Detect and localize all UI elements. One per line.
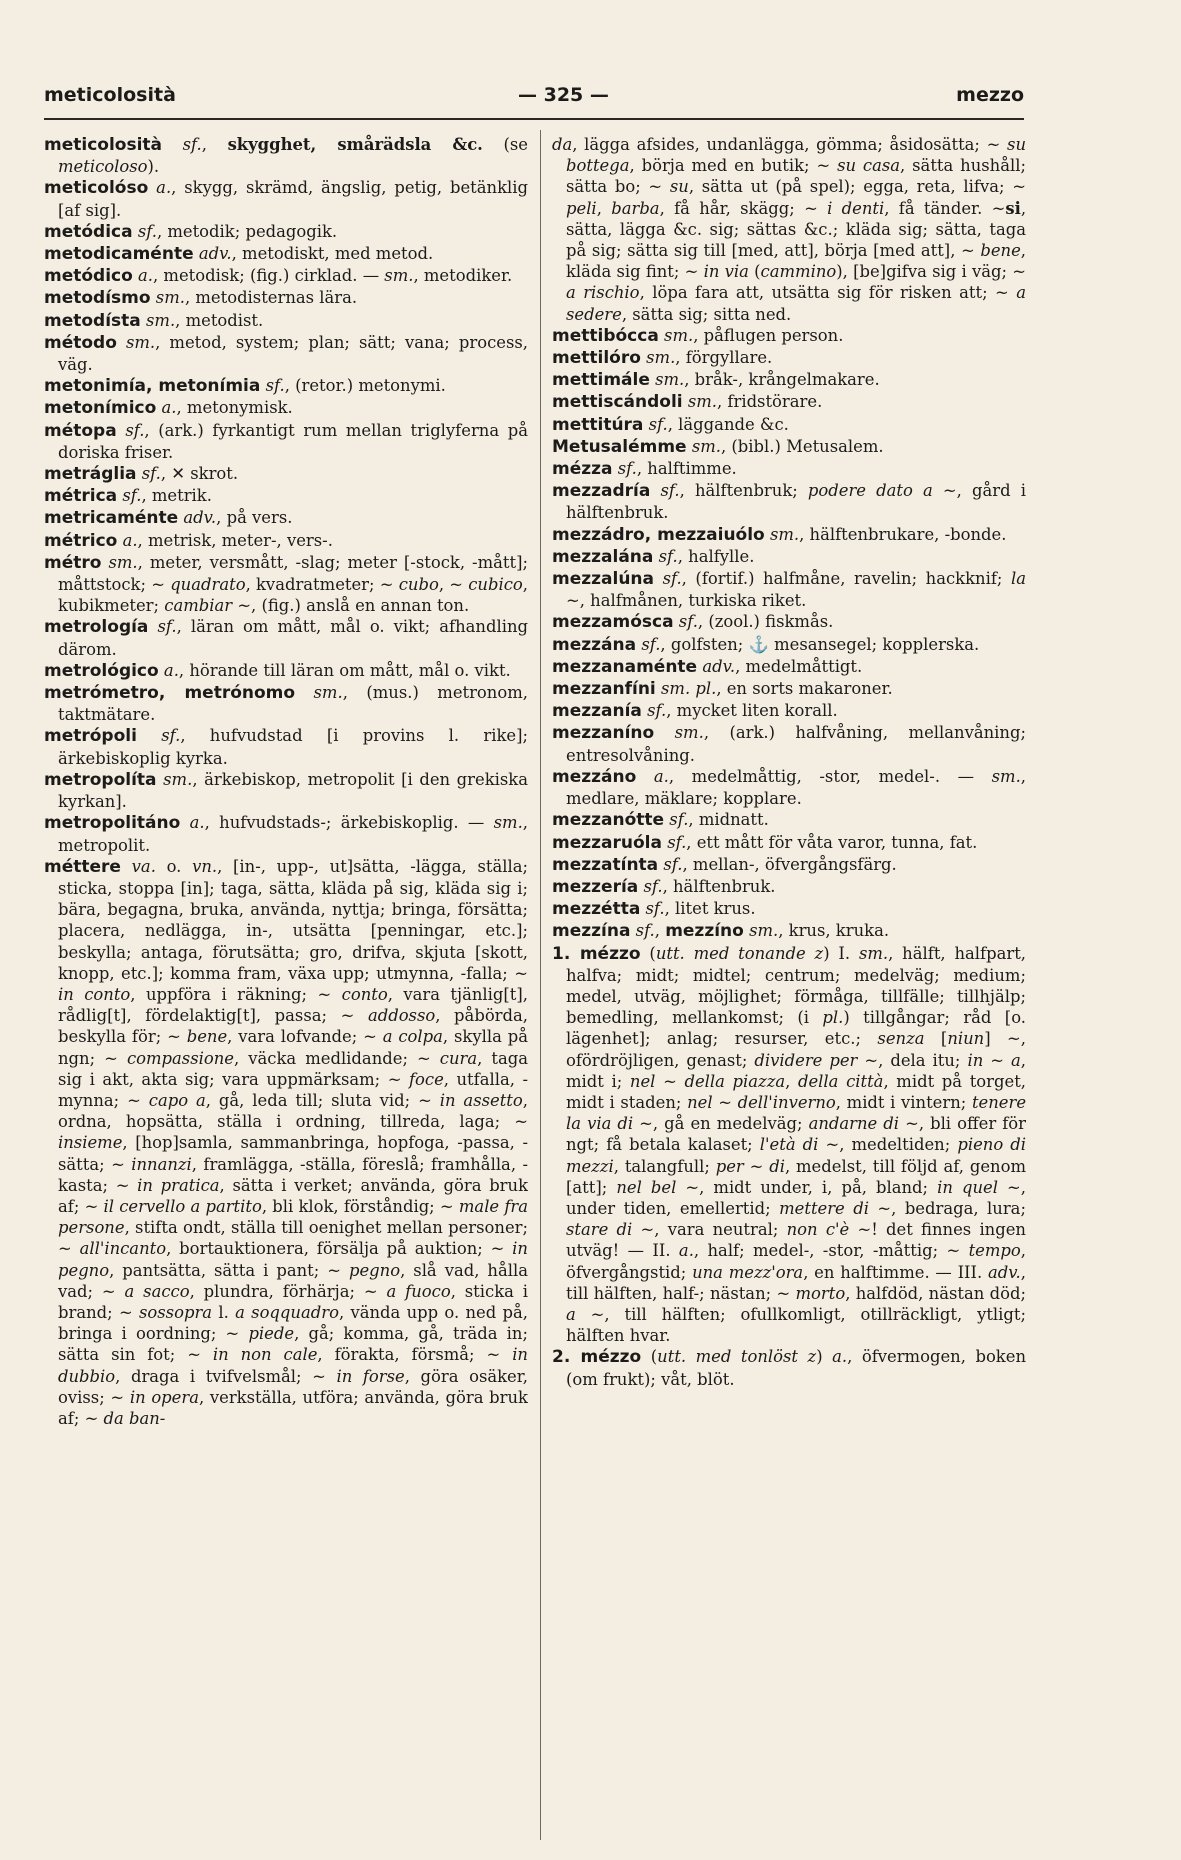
definition: sm., ärkebiskop, metropolit [i den grekiska kyrkan]. (58, 769, 528, 812)
dictionary-entry (552, 700, 1026, 722)
definition: sf., golfsten; ⚓ mesansegel; kopplerska. (641, 634, 980, 654)
dictionary-entry (44, 243, 528, 265)
page-header (44, 80, 1024, 110)
definition: sf., mycket liten korall. (647, 701, 838, 721)
header-rule (44, 118, 1024, 120)
headword: metodicaménte (44, 244, 194, 265)
definition: sf., (retor.) metonymi. (265, 376, 446, 396)
running-head-right: mezzo (956, 84, 1024, 106)
headword: mezzaruóla (552, 832, 662, 853)
definition: a., metrisk, meter-, vers-. (122, 530, 333, 550)
definition: sf., läran om mått, mål o. vikt; afhandling därom. (58, 617, 528, 659)
dictionary-entry (44, 397, 528, 419)
definition: (utt. med tonande z) I. sm., hälft, halfpart, halfva; midt; midtel; centrum; medelväg; medium; medel, utväg, möjlighet; förmåga, tillfälle; tillhjälp; bemedling, mellankomst; (i pl.) tillgångar; råd [o. lägenhet]; anlag; resurser, etc.; senza [niun] ~, ofördröjligen, genast; dividere per ~, dela itu; in ~ a, midt i; nel ~ della piazza, della città, midt på torget, midt i staden; nel ~ dell'inverno, midt i vintern; tenere la via di ~, gå en medelväg; andarne di ~, bli offer för ngt; få betala kalaset; l'età di ~, medeltiden; pieno di mezzi, talangfull; per ~ di, medelst, till följd af, genom [att]; nel bel ~, midt under, i, på, bland; in quel ~, under tiden, emellertid; mettere di ~, bedraga, lura; stare di ~, vara neutral; non c'è ~! det finnes ingen utväg! — II. a., half; medel-, -stor, -måttig; ~ tempo, öfvergångstid; una mezz'ora, en halftimme. — III. adv., till hälften, half-; nästan; ~ morto, halfdöd, nästan död; a ~, till hälften; ofullkomligt, otillräckligt, ytligt; hälften hvar. (566, 943, 1026, 1346)
definition: sf., hufvudstad [i provins l. rike]; ärkebiskoplig kyrka. (58, 726, 528, 768)
headword: mezzamósca (552, 612, 674, 633)
headword: metrología (44, 617, 149, 638)
headword: mezzatínta (552, 854, 659, 875)
headword: mezzanía (552, 701, 642, 722)
dictionary-entry (44, 177, 528, 220)
headword: mezzanaménte (552, 656, 698, 677)
dictionary-entry (552, 436, 1026, 458)
headword: mettibócca (552, 325, 659, 346)
definition: sf., litet krus. (645, 899, 756, 919)
definition: sf., metodik; pedagogik. (137, 221, 338, 241)
running-head-left: meticolosità (44, 84, 176, 106)
definition: sf., ett mått för våta varor, tunna, fat. (667, 832, 978, 852)
dictionary-entry (44, 332, 528, 375)
headword: metódica (44, 221, 133, 242)
headword: metonímico (44, 398, 157, 419)
definition: a., metodisk; (fig.) cirklad. — sm., metodiker. (138, 266, 513, 286)
headword: méttere (44, 856, 121, 877)
definition: sm., metod, system; plan; sätt; vana; process, väg. (58, 332, 528, 375)
definition: sm. pl., en sorts makaroner. (660, 679, 893, 699)
headword: métro (44, 552, 102, 573)
column-divider (540, 130, 541, 1840)
headword: mettilóro (552, 348, 641, 369)
headword: 1. mézzo (552, 943, 641, 964)
definition: sm., påflugen person. (664, 325, 844, 345)
headword: metonimía, metonímia (44, 376, 261, 397)
definition: sf., midnatt. (669, 810, 769, 830)
definition: da, lägga afsides, undanlägga, gömma; åsidosätta; ~ su bottega, börja med en butik; ~ su casa, sätta hushåll; sätta bo; ~ su, sätta ut (på spel); egga, reta, lifva; ~ peli, barba, få hår, skägg; ~ i denti, få tänder. ~si, sätta, lägga &c. sig; sättas &c.; kläda sig; sätta, taga på sig; sätta sig till [med, att], börja [med att], ~ bene, kläda sig fint; ~ in via (cammino), [be]gifva sig i väg; ~ a rischio, löpa fara att, utsätta sig för risken att; ~ a sedere, sätta sig; sitta ned. (552, 135, 1026, 324)
headword: mezzáno (552, 766, 637, 787)
definition: sm., fridstörare. (687, 392, 823, 412)
dictionary-entry (552, 656, 1026, 678)
definition: sm., hälftenbrukare, -bonde. (769, 524, 1007, 544)
headword: mettimále (552, 370, 650, 391)
dictionary-entry (552, 369, 1026, 391)
headword: mettitúra (552, 414, 644, 435)
definition: a., hufvudstads-; ärkebiskoplig. — sm., metropolit. (58, 813, 528, 855)
dictionary-entry (44, 485, 528, 507)
page-number: — 325 — (518, 84, 609, 106)
definition: sf., (ark.) fyrkantigt rum mellan triglyferna på doriska friser. (58, 420, 528, 462)
dictionary-entry (44, 725, 528, 768)
headword: metodísmo (44, 288, 151, 309)
definition: a., medelmåttig, -stor, medel-. — sm., medlare, mäklare; kopplare. (566, 766, 1026, 809)
headword: mezzána (552, 634, 637, 655)
headword: mezzétta (552, 899, 641, 920)
dictionary-entry (552, 832, 1026, 854)
definition: sf., hälftenbruk. (643, 876, 776, 896)
definition: sm., metodist. (145, 310, 264, 330)
definition: a., hörande till läran om mått, mål o. vikt. (163, 660, 511, 680)
dictionary-entry (552, 809, 1026, 831)
definition: sm., (ark.) halfvåning, mellanvåning; entresolvåning. (566, 723, 1026, 765)
dictionary-entry (552, 634, 1026, 656)
dictionary-entry (552, 325, 1026, 347)
definition: sm., förgyllare. (646, 348, 773, 368)
definition: sm., (mus.) metronom, taktmätare. (58, 683, 528, 725)
dictionary-entry (44, 375, 528, 397)
headword: mezzanótte (552, 810, 665, 831)
definition: sf., (fortif.) halfmåne, ravelin; hackknif; la ~, halfmånen, turkiska riket. (566, 569, 1026, 611)
headword: métodо (44, 332, 117, 353)
headword: mezzanfíni (552, 679, 656, 700)
headword: mezzalána (552, 546, 654, 567)
headword: mézza (552, 459, 613, 480)
headword: metrómetro, metrónomo (44, 683, 296, 704)
definition: (utt. med tonlöst z) a., öfvermogen, boken (om frukt); våt, blöt. (566, 1347, 1026, 1389)
definition: sf., ✕ skrot. (141, 464, 239, 484)
definition: va. o. vn., [in-, upp-, ut]sätta, -lägga, ställa; sticka, stoppa [in]; taga, sätta, kläda på sig, kläda sig i; bära, begagna, bruka, använda, nyttja; bringa, försätta; placera, nedlägga, in-, utsätta [penningar, etc.]; beskylla; antaga, förutsätta; gro, drifva, skjuta [skott, knopp, etc.]; komma fram, växa upp; utmynna, -falla; ~ in conto, uppföra i räkning; ~ conto, vara tjänlig[t], rådlig[t], fördelaktig[t], passa; ~ addosso, påbörda, beskylla för; ~ bene, vara lofvande; ~ a colpa, skylla på ngn; ~ compassione, väcka medlidande; ~ cura, taga sig i akt, akta sig; vara uppmärksam; ~ foce, utfalla, -mynna; ~ capo a, gå, leda till; sluta vid; ~ in assetto, ordna, hopsätta, ställa i ordning, tillreda, laga; ~ insieme, [hop]samla, sammanbringa, hopfoga, -passa, -sätta; ~ innanzi, framlägga, -ställa, föreslå; framhålla, -kasta; ~ in pratica, sätta i verket; använda, göra bruk af; ~ il cervello a partito, bli klok, förståndig; ~ male fra persone, stifta ondt, ställa till oenighet mellan personer; ~ all'incanto, bortauktionera, försälja på auktion; ~ in pegno, pantsätta, sätta i pant; ~ pegno, slå vad, hålla vad; ~ a sacco, plundra, förhärja; ~ a fuoco, sticka i brand; ~ sossopra l. a soqquadro, vända upp o. ned på, bringa i oordning; ~ piede, gå; komma, gå, träda in; sätta sin fot; ~ in non cale, förakta, försmå; ~ in dubbio, draga i tvifvelsmål; ~ in forse, göra osäker, oviss; ~ in opera, verkställa, utföra; använda, göra bruk af; ~ da ban- (58, 856, 528, 1428)
headword: mezzína (552, 921, 631, 942)
headword: métopa (44, 420, 117, 441)
dictionary-entry (44, 287, 528, 309)
dictionary-entry (44, 856, 528, 1429)
dictionary-entry (552, 1346, 1026, 1389)
headword: metropolíta (44, 769, 157, 790)
definition: adv., medelmåttigt. (702, 656, 863, 676)
dictionary-entry (552, 347, 1026, 369)
dictionary-entry (552, 524, 1026, 546)
definition: sf., mezzíno sm., krus, kruka. (635, 921, 890, 942)
dictionary-entry (44, 812, 528, 855)
definition: sm., bråk-, krångelmakare. (655, 370, 880, 390)
dictionary-entry (44, 265, 528, 287)
definition: adv., på vers. (183, 508, 293, 528)
dictionary-entry (552, 920, 1026, 942)
dictionary-entry (44, 420, 528, 463)
dictionary-entry (552, 722, 1026, 765)
definition: sf., mellan-, öfvergångsfärg. (663, 854, 897, 874)
headword: 2. mézzo (552, 1347, 642, 1368)
dictionary-entry (552, 568, 1026, 611)
definition: a., skygg, skrämd, ängslig, petig, betänklig [af sig]. (58, 178, 528, 220)
headword: meticolóso (44, 178, 149, 199)
dictionary-entry (552, 678, 1026, 700)
definition: sm., (bibl.) Metusalem. (691, 436, 884, 456)
headword: métrico (44, 530, 118, 551)
dictionary-entry (552, 391, 1026, 413)
dictionary-entry (552, 766, 1026, 809)
definition: sm., meter, versmått, -slag; meter [-stock, -mått]; måttstock; ~ quadrato, kvadratmeter; ~ cubo, ~ cubico, kubikmeter; cambiar ~, (fig.) anslå en annan ton. (58, 552, 528, 616)
dictionary-entry (552, 898, 1026, 920)
dictionary-entry (552, 134, 1026, 325)
headword: metráglia (44, 464, 137, 485)
definition: sf., halfylle. (658, 546, 755, 566)
headword: mezzadría (552, 481, 651, 502)
dictionary-entry (44, 134, 528, 177)
definition: sf., metrik. (122, 486, 212, 506)
definition: sf., halftimme. (617, 459, 737, 479)
definition: sf., skygghet, smårädsla &c. (se meticoloso). (58, 135, 528, 177)
headword: meticolosità (44, 135, 163, 155)
headword: mezzería (552, 876, 639, 897)
dictionary-entry (552, 943, 1026, 1347)
dictionary-entry (552, 414, 1026, 436)
headword: metropolitáno (44, 813, 181, 834)
dictionary-entry (552, 546, 1026, 568)
dictionary-entry (44, 660, 528, 682)
definition: adv., metodiskt, med metod. (198, 244, 434, 264)
dictionary-entry (44, 463, 528, 485)
headword: mezzalúna (552, 569, 655, 590)
dictionary-entry (44, 310, 528, 332)
definition: sf., (zool.) fiskmås. (678, 612, 834, 632)
dictionary-entry (552, 458, 1026, 480)
definition: sf., hälftenbruk; podere dato a ~, gård i hälftenbruk. (566, 481, 1026, 523)
headword: mezzaníno (552, 723, 655, 744)
definition: sm., metodisternas lära. (155, 288, 358, 308)
dictionary-entry (44, 552, 528, 617)
dictionary-entry (44, 507, 528, 529)
dictionary-entry (552, 480, 1026, 523)
headword: metrológico (44, 660, 159, 681)
dictionary-entry (552, 611, 1026, 633)
right-column (552, 134, 1026, 1840)
headword: metricaménte (44, 508, 179, 529)
headword: metodísta (44, 310, 141, 331)
dictionary-entry (44, 769, 528, 812)
headword: metódico (44, 266, 133, 287)
dictionary-entry (552, 854, 1026, 876)
dictionary-entry (552, 876, 1026, 898)
dictionary-entry (44, 682, 528, 725)
definition: a., metonymisk. (161, 398, 293, 418)
left-column (44, 134, 528, 1840)
dictionary-entry (44, 221, 528, 243)
dictionary-entry (44, 530, 528, 552)
headword: metrópoli (44, 726, 137, 747)
headword: mezzádro, mezzaiuólo (552, 524, 765, 545)
definition: sf., läggande &c. (648, 414, 789, 434)
headword: Metusalémme (552, 436, 687, 457)
dictionary-entry (44, 616, 528, 659)
headword: métrica (44, 486, 118, 507)
headword: mettiscándoli (552, 392, 683, 413)
